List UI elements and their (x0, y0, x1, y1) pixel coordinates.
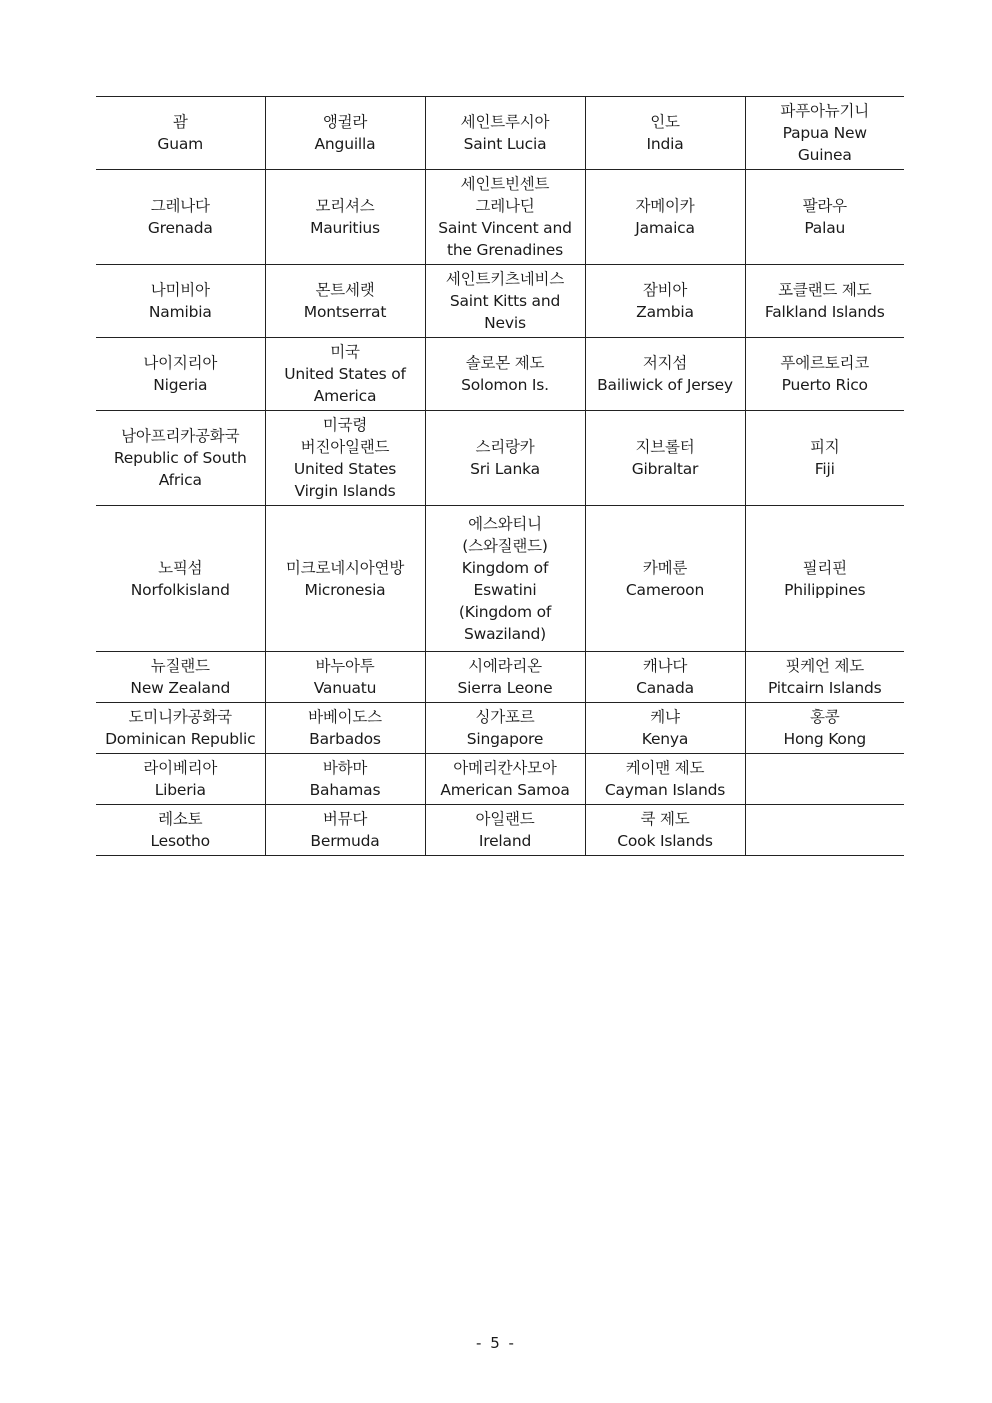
table-cell (425, 703, 585, 754)
table-cell (265, 265, 425, 338)
country-name-english: Dominican Republic (105, 730, 256, 748)
country-name-english: Namibia (148, 303, 212, 321)
table-cell (425, 805, 585, 856)
country-name-english: Montserrat (303, 303, 387, 321)
country-name-english: Vanuatu (313, 679, 377, 697)
country-name-english: Cook Islands (617, 832, 713, 850)
table-cell (265, 97, 425, 170)
table-cell (585, 170, 745, 265)
country-name-korean: 캐나다 (642, 657, 688, 675)
table-cell (745, 411, 904, 506)
country-name-korean: 잠비아 (642, 281, 688, 299)
page-number: - 5 - (476, 1334, 516, 1352)
country-name-korean: 버뮤다 (322, 810, 368, 828)
country-name-korean: 인도 (650, 113, 680, 131)
table-cell (585, 652, 745, 703)
country-name-korean: 세인트키츠네비스 (445, 270, 565, 288)
table-cell (96, 703, 265, 754)
table-cell (265, 652, 425, 703)
country-name-english: Liberia (154, 781, 206, 799)
table-cell (585, 703, 745, 754)
country-name-english: Kenya (641, 730, 689, 748)
country-name-korean: 나이지리아 (143, 354, 218, 372)
country-name-korean: 카메룬 (642, 558, 688, 577)
table-cell (265, 411, 425, 506)
table-cell (96, 170, 265, 265)
country-name-korean: 파푸아뉴기니 (780, 102, 870, 120)
country-name-english: Solomon Is. (461, 376, 549, 394)
country-name-korean: 자메이카 (635, 197, 695, 215)
country-name-korean: 미국 (330, 343, 360, 361)
country-name-korean: 팔라우 (802, 197, 847, 215)
country-name-korean: 괌 (172, 113, 188, 131)
country-name-english: Puerto Rico (781, 376, 868, 394)
table-cell (425, 411, 585, 506)
country-name-korean: 필리핀 (802, 558, 847, 577)
country-name-english: Grenada (147, 219, 213, 237)
table-cell (585, 338, 745, 411)
table-cell (745, 170, 904, 265)
country-name-english: Republic of South Africa (113, 449, 247, 489)
table-cell (96, 754, 265, 805)
table-cell (745, 97, 904, 170)
country-name-english: New Zealand (130, 679, 231, 697)
country-name-korean: 싱가포르 (475, 708, 535, 726)
country-name-english: Cameroon (625, 580, 705, 599)
table-cell (585, 97, 745, 170)
country-name-english: Canada (636, 679, 694, 697)
country-name-korean: 그레나다 (150, 197, 210, 215)
country-name-english: Gibraltar (631, 460, 699, 478)
country-name-english: Falkland Islands (764, 303, 885, 321)
empty-cell (745, 754, 904, 805)
country-name-korean: 바하마 (322, 759, 368, 777)
table-row (96, 652, 904, 703)
table-row (96, 703, 904, 754)
country-name-english: Jamaica (635, 219, 695, 237)
country-name-english: Nigeria (153, 376, 208, 394)
country-name-korean: 세인트루시아 (460, 113, 550, 131)
table-cell (265, 338, 425, 411)
country-name-korean: 스리랑카 (475, 438, 535, 456)
country-name-english: Philippines (784, 580, 866, 599)
country-name-english: Hong Kong (783, 730, 866, 748)
table-row (96, 97, 904, 170)
country-name-english: Pitcairn Islands (767, 679, 882, 697)
table-cell (745, 506, 904, 652)
country-name-english: Sri Lanka (470, 460, 540, 478)
country-name-korean: 나미비아 (150, 281, 210, 299)
country-name-korean: 핏케언 제도 (785, 657, 865, 675)
table-cell (745, 652, 904, 703)
country-name-english: Kingdom of Eswatini (Kingdom of Swaziland) (458, 558, 552, 643)
table-row (96, 506, 904, 652)
table-row (96, 170, 904, 265)
table-cell (425, 97, 585, 170)
country-name-english: Zambia (636, 303, 694, 321)
table-cell (96, 805, 265, 856)
country-name-korean: 케이맨 제도 (625, 759, 705, 777)
country-name-english: Lesotho (150, 832, 210, 850)
country-name-korean: 모리셔스 (315, 197, 375, 215)
table-cell (425, 338, 585, 411)
country-name-english: Fiji (814, 460, 835, 478)
country-name-korean: 노픽섬 (158, 558, 203, 577)
country-table (96, 96, 904, 856)
table-cell (265, 170, 425, 265)
country-name-korean: 아메리칸사모아 (453, 759, 557, 777)
table-cell (425, 265, 585, 338)
table-cell (585, 506, 745, 652)
country-name-korean: 아일랜드 (475, 810, 535, 828)
table-row (96, 411, 904, 506)
country-name-korean: 피지 (809, 438, 840, 456)
country-name-korean: 미국령 버진아일랜드 (300, 416, 390, 456)
table-cell (585, 411, 745, 506)
country-name-english: Norfolkisland (130, 580, 230, 599)
country-name-english: Bailiwick of Jersey (597, 376, 733, 394)
country-name-korean: 앵귈라 (322, 113, 368, 131)
country-name-korean: 바누아투 (315, 657, 375, 675)
country-name-english: Anguilla (314, 135, 376, 153)
country-name-english: Ireland (478, 832, 532, 850)
country-name-korean: 뉴질랜드 (150, 657, 210, 675)
table-cell (425, 170, 585, 265)
country-name-korean: 포클랜드 제도 (778, 281, 872, 299)
table-cell (585, 754, 745, 805)
country-name-korean: 에스와티니 (스와질랜드) (462, 514, 548, 555)
table-row (96, 754, 904, 805)
country-name-english: Barbados (309, 730, 381, 748)
table-cell (96, 506, 265, 652)
country-name-korean: 홍콩 (809, 708, 840, 726)
country-name-korean: 바베이도스 (308, 708, 382, 726)
table-cell (745, 265, 904, 338)
table-cell (265, 703, 425, 754)
country-name-english: Cayman Islands (604, 781, 726, 799)
table-cell (425, 652, 585, 703)
country-name-english: Sierra Leone (457, 679, 553, 697)
country-name-english: American Samoa (440, 781, 570, 799)
country-name-english: Singapore (466, 730, 544, 748)
table-cell (425, 506, 585, 652)
table-cell (585, 265, 745, 338)
country-name-korean: 솔로몬 제도 (465, 354, 545, 372)
table-cell (96, 338, 265, 411)
empty-cell (745, 805, 904, 856)
table-cell (265, 805, 425, 856)
table-row (96, 805, 904, 856)
country-name-english: Bahamas (309, 781, 381, 799)
table-cell (265, 506, 425, 652)
country-name-korean: 라이베리아 (143, 759, 218, 777)
country-name-english: Saint Vincent and the Grenadines (438, 219, 572, 259)
table-cell (265, 754, 425, 805)
table-cell (745, 338, 904, 411)
country-name-korean: 남아프리카공화국 (121, 427, 240, 445)
table-row (96, 265, 904, 338)
country-name-english: Guam (157, 135, 204, 153)
country-name-english: Palau (804, 219, 846, 237)
country-name-korean: 레소토 (158, 810, 203, 828)
country-name-korean: 푸에르토리코 (780, 354, 870, 372)
country-name-korean: 도미니카공화국 (128, 708, 232, 726)
country-name-english: United States of America (284, 365, 406, 405)
country-name-korean: 케냐 (650, 708, 680, 726)
country-name-english: Micronesia (304, 580, 386, 599)
table-cell (96, 265, 265, 338)
country-name-korean: 시에라리온 (468, 657, 542, 675)
country-name-korean: 미크로네시아연방 (285, 558, 405, 577)
country-name-korean: 세인트빈센트 그레나딘 (460, 175, 550, 215)
country-name-english: Saint Kitts and Nevis (449, 292, 561, 332)
country-name-korean: 지브롤터 (635, 438, 695, 456)
table-cell (96, 97, 265, 170)
country-name-korean: 쿡 제도 (640, 810, 690, 828)
country-name-english: India (646, 135, 684, 153)
country-name-korean: 몬트세랫 (315, 281, 375, 299)
table-cell (585, 805, 745, 856)
country-name-english: Mauritius (310, 219, 380, 237)
table-cell (425, 754, 585, 805)
country-name-english: Bermuda (310, 832, 380, 850)
country-name-english: Papua New Guinea (782, 124, 867, 164)
country-name-english: Saint Lucia (463, 135, 547, 153)
table-cell (96, 411, 265, 506)
country-name-english: United States Virgin Islands (293, 460, 397, 500)
table-row (96, 338, 904, 411)
country-name-korean: 저지섬 (642, 354, 688, 372)
table-cell (96, 652, 265, 703)
table-cell (745, 703, 904, 754)
